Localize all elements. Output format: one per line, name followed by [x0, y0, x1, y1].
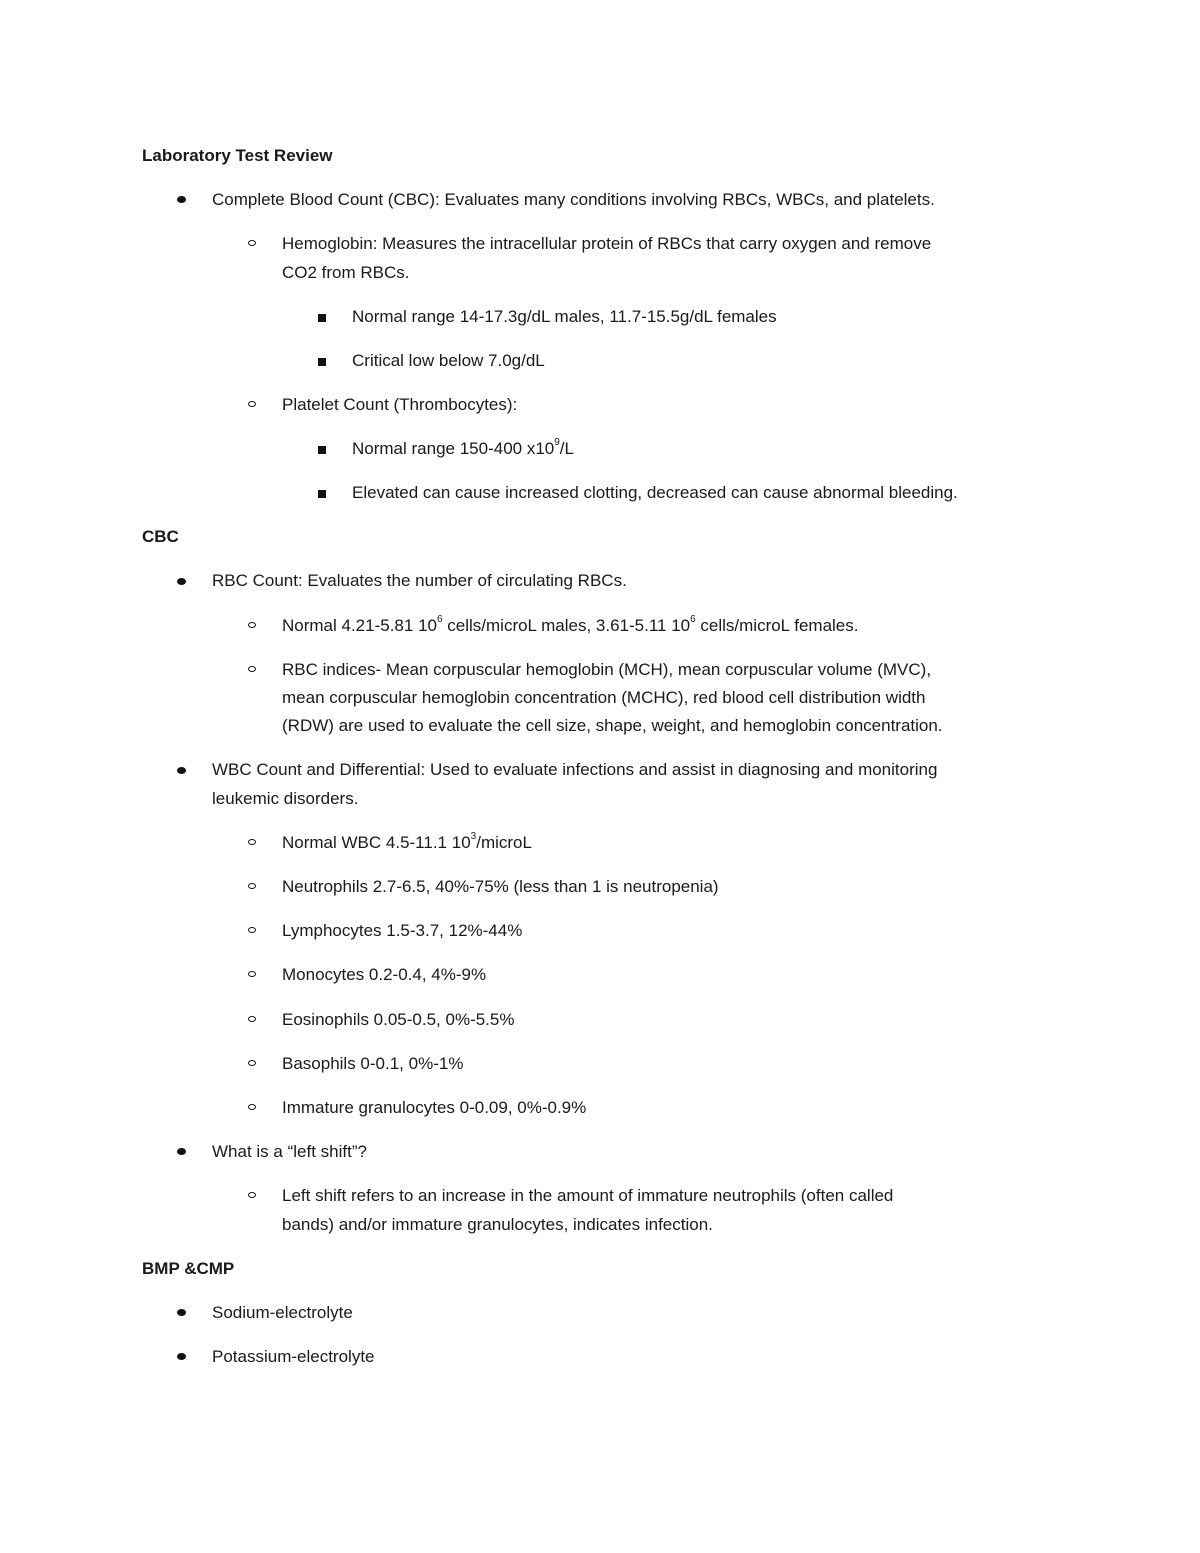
list-item: Elevated can cause increased clotting, decreased can cause abnormal bleeding. [352, 483, 958, 502]
list-item-continuation: (RDW) are used to evaluate the cell size, shape, weight, and hemoglobin concentration. [282, 716, 943, 735]
list-item: WBC Count and Differential: Used to evaluate infections and assist in diagnosing and monitoring [212, 760, 938, 779]
section-heading-bmp-cmp: BMP &CMP [142, 1259, 235, 1278]
list-item-continuation: CO2 from RBCs. [282, 263, 410, 282]
list-item: Monocytes 0.2-0.4, 4%-9% [282, 965, 487, 984]
list-item: Left shift refers to an increase in the amount of immature neutrophils (often called [282, 1186, 894, 1205]
list-item: Critical low below 7.0g/dL [352, 351, 545, 370]
list-item: Normal 4.21-5.81 $10^6$ cells/microL males, 3.61-5.11 $10^6$ cells/microL females. [282, 614, 859, 635]
bullet-icon [177, 1309, 186, 1316]
circle-bullet-icon [248, 927, 256, 933]
list-item-continuation: mean corpuscular hemoglobin concentration (MCHC), red blood cell distribution width [282, 688, 926, 707]
square-bullet-icon [318, 358, 326, 366]
list-item-continuation: leukemic disorders. [212, 789, 359, 808]
list-item: Eosinophils 0.05-0.5, 0%-5.5% [282, 1010, 515, 1029]
square-bullet-icon [318, 446, 326, 454]
list-item: Sodium-electrolyte [212, 1303, 353, 1322]
list-item: Hemoglobin: Measures the intracellular protein of RBCs that carry oxygen and remove [282, 234, 932, 253]
circle-bullet-icon [248, 839, 256, 845]
list-item: Normal range 14-17.3g/dL males, 11.7-15.5g/dL females [352, 307, 777, 326]
list-item: Basophils 0-0.1, 0%-1% [282, 1054, 464, 1073]
circle-bullet-icon [248, 240, 256, 246]
circle-bullet-icon [248, 971, 256, 977]
list-item: What is a “left shift”? [212, 1142, 367, 1161]
list-item: Immature granulocytes 0-0.09, 0%-0.9% [282, 1098, 587, 1117]
circle-bullet-icon [248, 1192, 256, 1198]
circle-bullet-icon [248, 622, 256, 628]
circle-bullet-icon [248, 666, 256, 672]
circle-bullet-icon [248, 883, 256, 889]
list-item-continuation: bands) and/or immature granulocytes, indicates infection. [282, 1215, 713, 1234]
square-bullet-icon [318, 490, 326, 498]
document-title: Laboratory Test Review [142, 146, 333, 165]
list-item: Normal WBC 4.5-11.1 $10^3$/microL [282, 831, 532, 852]
list-item: Potassium-electrolyte [212, 1347, 375, 1366]
list-item: RBC indices- Mean corpuscular hemoglobin (MCH), mean corpuscular volume (MVC), [282, 660, 932, 679]
circle-bullet-icon [248, 1104, 256, 1110]
list-item: Neutrophils 2.7-6.5, 40%-75% (less than 1 is neutropenia) [282, 877, 719, 896]
list-item: RBC Count: Evaluates the number of circulating RBCs. [212, 571, 627, 590]
list-item: Lymphocytes 1.5-3.7, 12%-44% [282, 921, 523, 940]
bullet-icon [177, 1353, 186, 1360]
section-heading-cbc: CBC [142, 527, 179, 546]
list-item: Complete Blood Count (CBC): Evaluates many conditions involving RBCs, WBCs, and platelets. [212, 190, 935, 209]
bullet-icon [177, 196, 186, 203]
circle-bullet-icon [248, 401, 256, 407]
square-bullet-icon [318, 314, 326, 322]
circle-bullet-icon [248, 1060, 256, 1066]
list-item: Platelet Count (Thrombocytes): [282, 395, 518, 414]
bullet-icon [177, 767, 186, 774]
circle-bullet-icon [248, 1016, 256, 1022]
bullet-icon [177, 1148, 186, 1155]
list-item: Normal range 150-400 $x10^9/L$ [352, 437, 574, 458]
bullet-icon [177, 578, 186, 585]
